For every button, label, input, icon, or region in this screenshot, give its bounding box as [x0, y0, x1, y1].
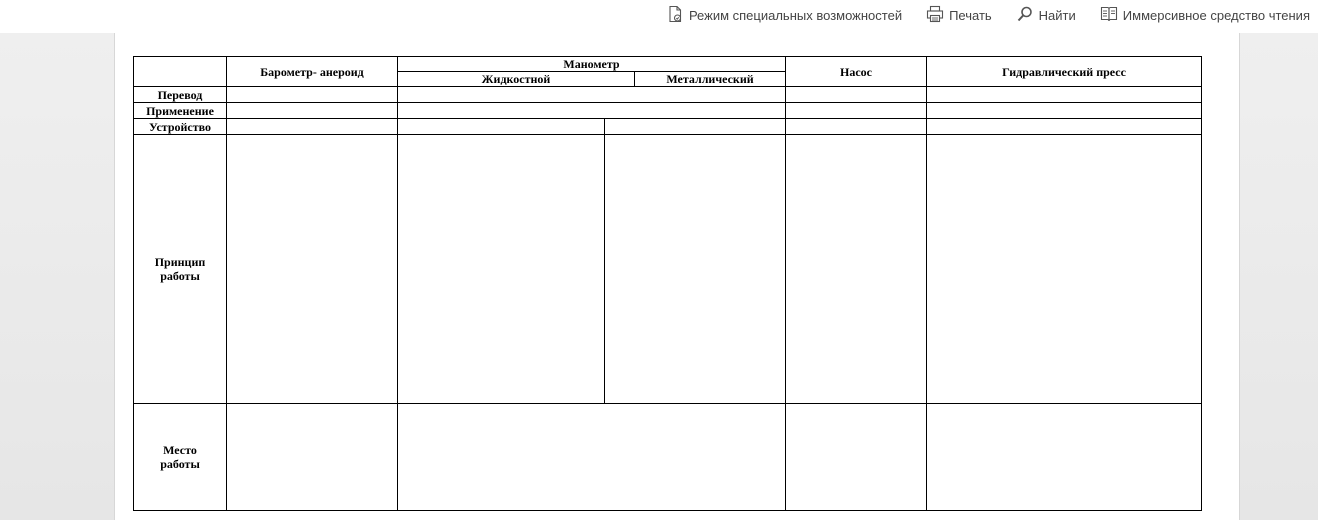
immersive-reader-label: Иммерсивное средство чтения [1122, 7, 1310, 23]
printer-icon [926, 5, 944, 26]
row-label-application: Применение [134, 103, 227, 119]
comparison-table [133, 56, 1202, 511]
header-pump: Насос [786, 57, 927, 87]
table-cell[interactable] [786, 404, 927, 511]
print-button[interactable] [926, 5, 992, 25]
table-cell[interactable] [605, 119, 786, 135]
row-label-device: Устройство [134, 119, 227, 135]
table-cell[interactable] [927, 119, 1202, 135]
table-cell[interactable] [786, 103, 927, 119]
row-label-principle [134, 135, 227, 404]
accessibility-doc-icon [666, 5, 684, 26]
table-cell[interactable] [605, 135, 786, 404]
header-liquid: Жидкостной [398, 72, 635, 87]
principle-label-line2: работы [160, 269, 200, 283]
corner-cell [134, 57, 227, 87]
table-cell[interactable] [227, 119, 398, 135]
find-button[interactable] [1016, 5, 1076, 25]
top-toolbar-bar [0, 0, 1318, 33]
table-cell[interactable] [398, 103, 786, 119]
document-page [114, 33, 1240, 520]
header-barometer: Барометр- анероид [227, 57, 398, 87]
row-label-translation: Перевод [134, 87, 227, 103]
principle-label-line1: Принцип [154, 255, 206, 269]
table-cell[interactable] [398, 87, 786, 103]
table-cell[interactable] [227, 404, 398, 511]
table-cell[interactable] [927, 87, 1202, 103]
row-translation [134, 87, 1202, 103]
table-cell[interactable] [398, 135, 605, 404]
table-cell[interactable] [786, 135, 927, 404]
accessibility-mode-button[interactable] [666, 5, 902, 25]
table-cell[interactable] [227, 103, 398, 119]
row-principle [134, 135, 1202, 404]
row-label-place [134, 404, 227, 511]
header-press: Гидравлический пресс [927, 57, 1202, 87]
table-cell[interactable] [227, 135, 398, 404]
table-cell[interactable] [227, 87, 398, 103]
accessibility-mode-label: Режим специальных возможностей [688, 7, 903, 23]
immersive-reader-icon [1100, 5, 1118, 26]
table-cell[interactable] [398, 119, 605, 135]
row-device [134, 119, 1202, 135]
place-label-line1: Место [163, 443, 197, 457]
table-cell[interactable] [786, 119, 927, 135]
row-application [134, 103, 1202, 119]
find-label: Найти [1038, 7, 1076, 23]
print-label: Печать [949, 7, 992, 23]
table-cell[interactable] [786, 87, 927, 103]
immersive-reader-button[interactable] [1100, 5, 1310, 25]
toolbar [666, 5, 1310, 25]
table-cell[interactable] [927, 404, 1202, 511]
table-cell[interactable] [398, 404, 786, 511]
table-cell[interactable] [927, 135, 1202, 404]
header-row [134, 57, 1202, 72]
table-cell[interactable] [927, 103, 1202, 119]
row-place [134, 404, 1202, 511]
search-icon [1016, 5, 1034, 26]
place-label-line2: работы [160, 457, 200, 471]
header-metal: Металлический [635, 72, 786, 87]
header-manometer: Манометр [398, 57, 786, 72]
